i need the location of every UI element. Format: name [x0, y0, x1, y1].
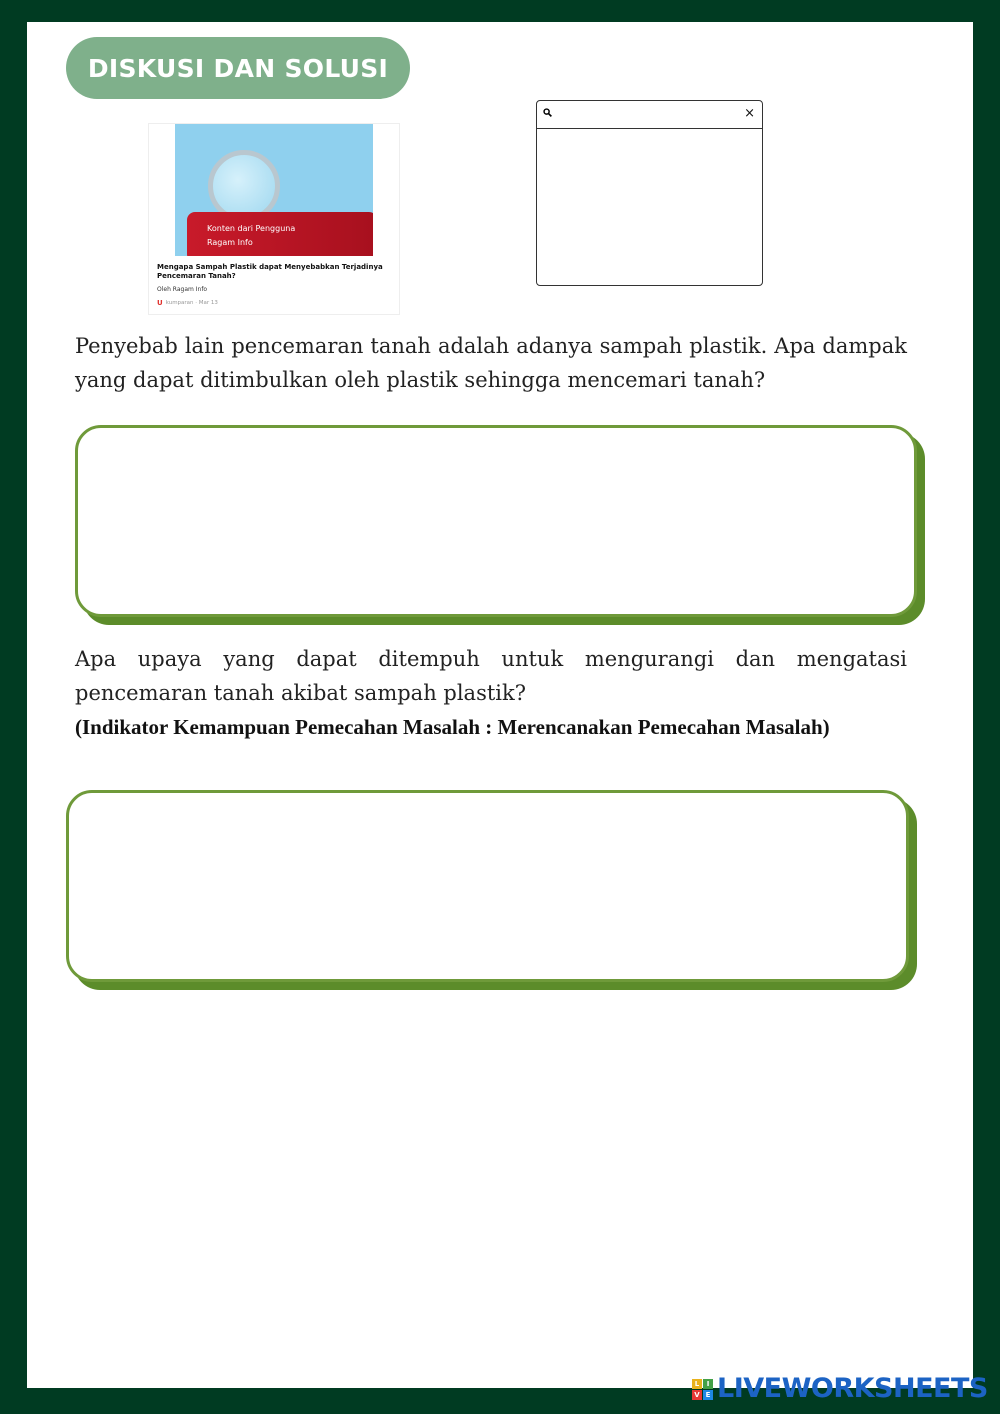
- image-caption-top: Konten dari Pengguna: [207, 224, 296, 233]
- section-title: DISKUSI DAN SOLUSI: [66, 37, 410, 99]
- article-image: [175, 124, 373, 256]
- source-logo-icon: U: [157, 299, 163, 307]
- article-source-text: kumparan · Mar 13: [165, 300, 218, 306]
- answer-2-input[interactable]: [69, 793, 906, 979]
- logo-letter: I: [703, 1379, 713, 1389]
- logo-letter: E: [703, 1390, 713, 1400]
- watermark-text: LIVEWORKSHEETS: [717, 1373, 988, 1404]
- article-headline: Mengapa Sampah Plastik dapat Menyebabkan Terjadinya Pencemaran Tanah?: [157, 263, 383, 280]
- answer-box-1: [75, 425, 917, 617]
- liveworksheets-logo-icon: [692, 1379, 713, 1400]
- liveworksheets-watermark: [692, 1374, 988, 1404]
- answer-box-2: [66, 790, 909, 982]
- search-icon[interactable]: [543, 108, 552, 117]
- article-source: [157, 299, 218, 307]
- article-card: [148, 123, 400, 315]
- search-input[interactable]: [561, 104, 735, 126]
- question-2-text: Apa upaya yang dapat ditempuh untuk mengurangi dan mengatasi pencemaran tanah akibat sampah plastik?: [75, 647, 907, 705]
- logo-letter: L: [692, 1379, 702, 1389]
- answer-1-input[interactable]: [78, 428, 914, 614]
- image-caption-bottom: Ragam Info: [207, 238, 253, 247]
- article-image-banner: [187, 212, 373, 256]
- article-byline: Oleh Ragam Info: [157, 286, 208, 293]
- logo-letter: V: [692, 1390, 702, 1400]
- question-1-text: Penyebab lain pencemaran tanah adalah adanya sampah plastik. Apa dampak yang dapat ditimbulkan oleh plastik sehingga mencemari tanah?: [75, 334, 907, 392]
- search-widget: [536, 100, 763, 286]
- search-bar: [537, 101, 762, 129]
- close-icon[interactable]: ×: [744, 106, 755, 121]
- problem-solving-indicator: (Indikator Kemampuan Pemecahan Masalah : Merencanakan Pemecahan Masalah): [75, 715, 830, 739]
